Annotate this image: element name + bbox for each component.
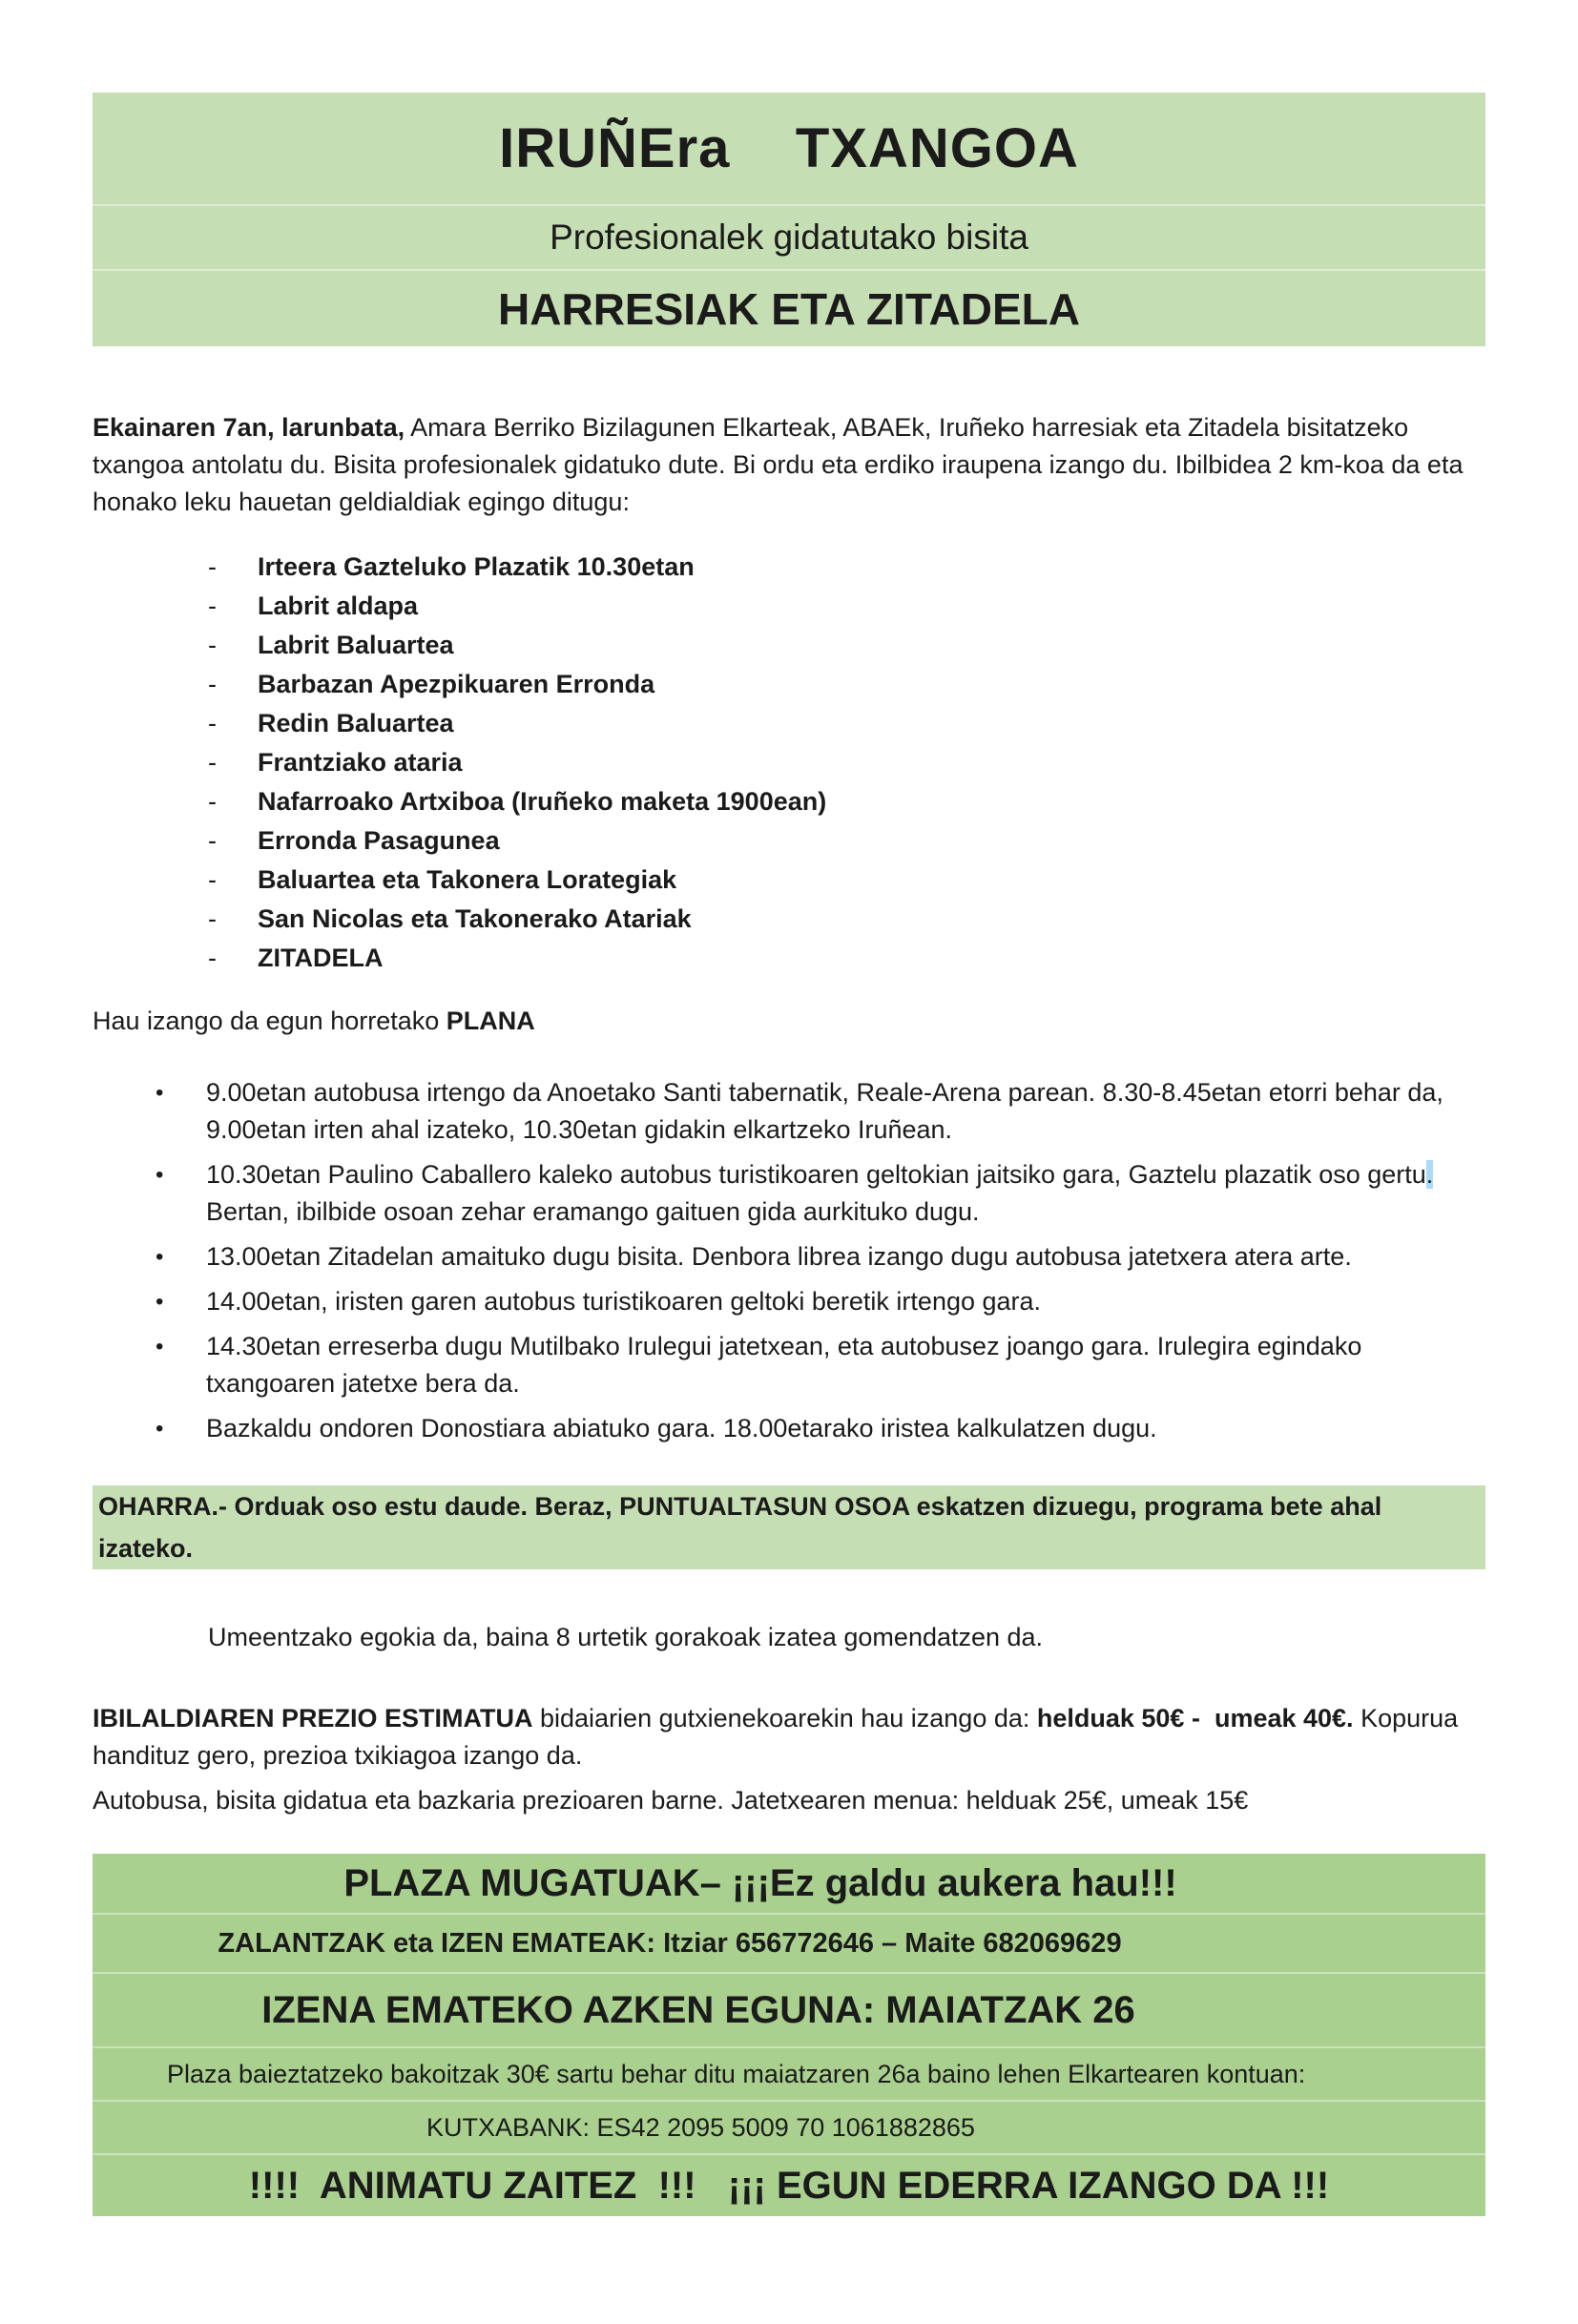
contacts-text: ZALANTZAK eta IZEN EMATEAK: Itziar 656772646 – Maite 682069629 xyxy=(218,1927,1122,1959)
stops-list xyxy=(93,548,1485,978)
dash-marker: - xyxy=(208,826,217,855)
plan-item-text: 13.00etan Zitadelan amaituko dugu bisita. Denbora librea izango dugu autobusa jatetxera atera arte. xyxy=(206,1242,1352,1271)
payment-instructions xyxy=(93,2046,1485,2100)
list-item xyxy=(93,1156,1485,1231)
stop-label: Frantziako ataria xyxy=(258,748,463,777)
bank-account-line xyxy=(93,2100,1485,2153)
bullet-marker: • xyxy=(156,1416,164,1442)
plan-item-text: 9.00etan autobusa irtengo da Anoetako Santi tabernatik, Reale-Arena parean. 8.30-8.45etan etorri behar da, 9.00etan irten ahal izateko, 10.30etan gidakin elkartzeko Iruñean. xyxy=(206,1078,1451,1144)
notice-banner: OHARRA.- Orduak oso estu daude. Beraz, PUNTUALTASUN OSOA eskatzen dizuegu, programa bete ahal izateko. xyxy=(93,1485,1485,1569)
stop-label: Barbazan Apezpikuaren Erronda xyxy=(258,670,655,698)
list-item xyxy=(93,782,1485,821)
intro-date: Ekainaren 7an, larunbata, xyxy=(93,413,405,442)
stop-label: Baluartea eta Takonera Lorategiak xyxy=(258,865,677,894)
page-heading2 xyxy=(93,269,1485,346)
list-item xyxy=(93,587,1485,626)
bullet-marker: • xyxy=(156,1244,164,1270)
price-text: bidaiarien gutxienekoarekin hau izango da: xyxy=(532,1704,1037,1733)
dash-marker: - xyxy=(208,904,217,933)
limited-places-banner xyxy=(93,1854,1485,1913)
stop-label: Labrit aldapa xyxy=(258,591,419,620)
list-item xyxy=(93,939,1485,978)
list-item xyxy=(93,861,1485,900)
selection-highlight: . xyxy=(1425,1160,1434,1189)
limited-places-text: PLAZA MUGATUAK– ¡¡¡Ez galdu aukera hau!!! xyxy=(343,1861,1177,1904)
price-heading: IBILALDIAREN PREZIO ESTIMATUA xyxy=(93,1704,533,1733)
plan-item-text: Bazkaldu ondoren Donostiara abiatuko gara. 18.00etarako iristea kalkulatzen dugu. xyxy=(206,1414,1157,1442)
footer-box xyxy=(93,1854,1485,2216)
list-item xyxy=(93,1283,1485,1320)
list-item xyxy=(93,704,1485,743)
page-heading2-text: HARRESIAK ETA ZITADELA xyxy=(498,283,1080,334)
list-item xyxy=(93,665,1485,704)
dash-marker: - xyxy=(208,748,217,777)
list-item xyxy=(93,743,1485,782)
bank-account-text: KUTXABANK: ES42 2095 5009 70 1061882865 xyxy=(426,2112,975,2142)
plan-intro xyxy=(93,1003,1485,1040)
bullet-marker: • xyxy=(156,1334,164,1359)
stop-label: San Nicolas eta Takonerako Atariak xyxy=(258,904,692,933)
plan-intro-bold: PLANA xyxy=(446,1006,535,1035)
bullet-marker: • xyxy=(156,1289,164,1315)
deadline-banner xyxy=(93,1972,1485,2046)
stop-label: Irteera Gazteluko Plazatik 10.30etan xyxy=(258,552,695,581)
cheer-text: !!!! ANIMATU ZAITEZ !!! ¡¡¡ EGUN EDERRA IZANGO DA !!! xyxy=(248,2164,1330,2207)
dash-marker: - xyxy=(208,787,217,816)
stop-label: Erronda Pasagunea xyxy=(258,826,500,855)
deadline-text: IZENA EMATEKO AZKEN EGUNA: MAIATZAK 26 xyxy=(261,1988,1135,2031)
plan-item-segment: Bertan, ibilbide osoan zehar eramango gaituen gida aurkituko dugu. xyxy=(206,1160,1441,1226)
dash-marker: - xyxy=(208,670,217,698)
list-item xyxy=(93,1238,1485,1276)
list-item xyxy=(93,900,1485,939)
stop-label: Redin Baluartea xyxy=(258,709,454,737)
dash-marker: - xyxy=(208,591,217,620)
dash-marker: - xyxy=(208,552,217,581)
stop-label: Labrit Baluartea xyxy=(258,631,454,659)
stop-label: Nafarroako Artxiboa (Iruñeko maketa 1900ean) xyxy=(258,787,827,816)
list-item xyxy=(93,1074,1485,1149)
stop-label: ZITADELA xyxy=(258,944,384,972)
cheer-banner xyxy=(93,2153,1485,2216)
dash-marker: - xyxy=(208,865,217,894)
header-box xyxy=(93,93,1485,346)
bullet-marker: • xyxy=(156,1080,164,1106)
page-subtitle-text: Profesionalek gidatutako bisita xyxy=(550,218,1028,257)
plan-item-text: 14.30etan erreserba dugu Mutilbako Irulegui jatetxean, eta autobusez joango gara. Irulegira egindako txangoaren jatetxe bera da. xyxy=(206,1332,1369,1398)
list-item xyxy=(93,821,1485,861)
list-item xyxy=(93,1328,1485,1402)
intro-text: Amara Berriko Bizilagunen Elkarteak, ABAEk, Iruñeko harresiak eta Zitadela bisitatzeko txangoa antolatu du. Bisita profesionalek gidatuko dute. Bi ordu eta erdiko iraupena izango du. Ibilbidea 2 km-koa da eta honako leku hauetan geldialdiak egingo ditugu: xyxy=(93,413,1470,516)
payment-text: Plaza baieztatzeko bakoitzak 30€ sartu behar ditu maiatzaren 26a baino lehen Elkartearen kontuan: xyxy=(167,2059,1306,2088)
plan-item-text xyxy=(206,1156,1485,1231)
price-values: helduak 50€ - umeak 40€. xyxy=(1036,1704,1354,1733)
list-item xyxy=(93,626,1485,665)
list-item xyxy=(93,1410,1485,1447)
dash-marker: - xyxy=(208,944,217,972)
contacts-line xyxy=(93,1913,1485,1972)
plan-intro-text: Hau izango da egun horretako xyxy=(93,1006,446,1035)
price-paragraph xyxy=(93,1700,1485,1774)
plan-list xyxy=(93,1074,1485,1447)
list-item xyxy=(93,548,1485,587)
plan-item-segment: 10.30etan Paulino Caballero kaleko autobus turistikoaren geltokian jaitsiko gara, Gaztelu plazatik oso gertu xyxy=(206,1160,1426,1189)
price-includes: Autobusa, bisita gidatua eta bazkaria prezioaren barne. Jatetxearen menua: helduak 25€, umeak 15€ xyxy=(93,1786,1249,1815)
flyer-page xyxy=(0,93,1578,2216)
dash-marker: - xyxy=(208,631,217,659)
bullet-marker: • xyxy=(156,1162,164,1188)
page-title-text: IRUÑEra TXANGOA xyxy=(499,117,1079,179)
price-tail: Kopurua handituz gero, prezioa txikiagoa izango da. xyxy=(93,1704,1465,1770)
kids-note: Umeentzako egokia da, baina 8 urtetik gorakoak izatea gomendatzen da. xyxy=(208,1623,1044,1651)
page-subtitle xyxy=(93,204,1485,269)
dash-marker: - xyxy=(208,709,217,737)
plan-item-text: 14.00etan, iristen garen autobus turistikoaren geltoki beretik irtengo gara. xyxy=(206,1287,1042,1316)
page-title xyxy=(93,93,1485,204)
intro-paragraph xyxy=(93,409,1485,521)
